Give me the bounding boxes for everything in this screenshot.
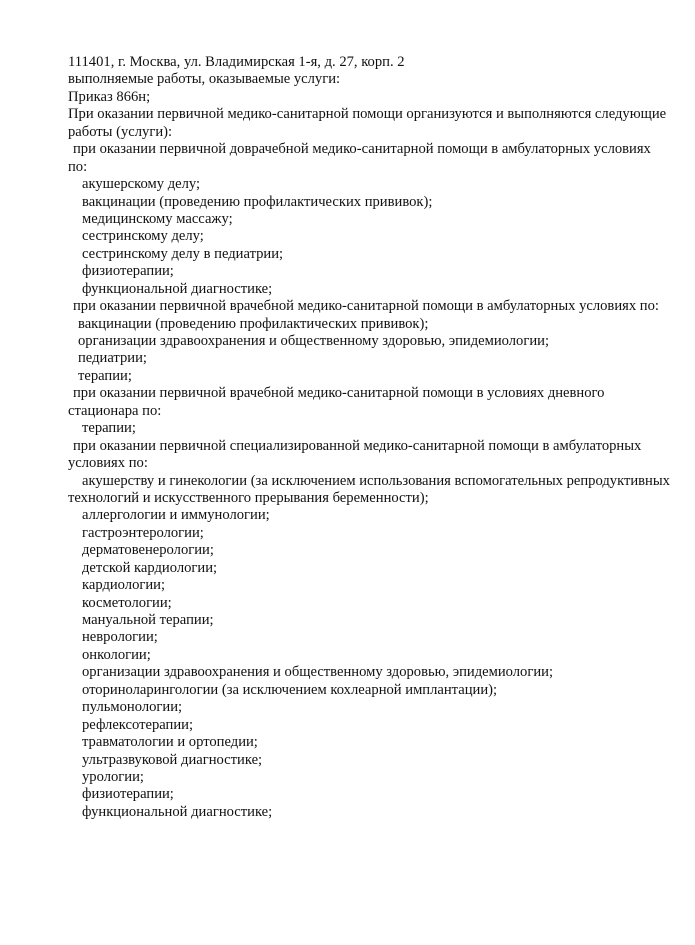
section-physician-day-hospital bbox=[68, 385, 668, 437]
intro-line: При оказании первичной медико-санитарной помощи организуются и выполняются следующие bbox=[68, 106, 667, 123]
list-item: терапии; bbox=[78, 367, 132, 384]
list-item: неврологии; bbox=[82, 629, 158, 646]
intro-line: работы (услуги): bbox=[68, 123, 173, 140]
document-page bbox=[68, 54, 668, 821]
order-line: Приказ 866н; bbox=[68, 88, 151, 105]
list-item: акушерскому делу; bbox=[82, 176, 201, 193]
list-item: вакцинации (проведению профилактических прививок); bbox=[78, 315, 429, 332]
list-item: детской кардиологии; bbox=[82, 559, 218, 576]
list-item: рефлексотерапии; bbox=[82, 716, 194, 733]
list-item: кардиологии; bbox=[82, 577, 166, 594]
section-heading: при оказании первичной доврачебной медико-санитарной помощи в амбулаторных условиях bbox=[73, 141, 651, 158]
section-physician-ambulatory bbox=[68, 298, 668, 385]
address-line: 111401, г. Москва, ул. Владимирская 1-я, д. 27, корп. 2 bbox=[68, 54, 405, 70]
list-item: аллергологии и иммунологии; bbox=[82, 507, 270, 524]
section-heading-cont: стационара по: bbox=[68, 402, 162, 419]
section-pre-physician-ambulatory bbox=[68, 141, 668, 298]
list-item: организации здравоохранения и общественному здоровью, эпидемиологии; bbox=[82, 664, 554, 681]
list-item: физиотерапии; bbox=[82, 263, 174, 280]
section-heading: при оказании первичной специализированной медико-санитарной помощи в амбулаторных bbox=[73, 437, 642, 454]
works-label: выполняемые работы, оказываемые услуги: bbox=[68, 71, 341, 88]
list-item: косметологии; bbox=[82, 594, 172, 611]
section-heading-cont: условиях по: bbox=[68, 455, 148, 472]
list-item: вакцинации (проведению профилактических прививок); bbox=[82, 193, 433, 210]
list-item: функциональной диагностике; bbox=[82, 280, 273, 297]
list-item-cont: технологий и искусственного прерывания беременности); bbox=[68, 489, 429, 506]
list-item: оториноларингологии (за исключением кохлеарной имплантации); bbox=[82, 681, 498, 698]
list-item: педиатрии; bbox=[78, 350, 147, 367]
list-item: травматологии и ортопедии; bbox=[82, 734, 258, 751]
section-heading: при оказании первичной врачебной медико-санитарной помощи в условиях дневного bbox=[73, 385, 605, 402]
section-specialized-ambulatory bbox=[68, 438, 668, 822]
list-item: пульмонологии; bbox=[82, 699, 183, 716]
list-item: гастроэнтерологии; bbox=[82, 524, 204, 541]
list-item: функциональной диагностике; bbox=[82, 803, 273, 820]
list-item: урологии; bbox=[82, 768, 144, 785]
section-heading: при оказании первичной врачебной медико-санитарной помощи в амбулаторных условиях по: bbox=[73, 298, 659, 315]
list-item: физиотерапии; bbox=[82, 786, 174, 803]
list-item: ультразвуковой диагностике; bbox=[82, 751, 263, 768]
list-item: дерматовенерологии; bbox=[82, 542, 214, 559]
list-item: акушерству и гинекологии (за исключением использования вспомогательных репродуктивных bbox=[82, 472, 670, 489]
list-item: сестринскому делу; bbox=[82, 228, 204, 245]
list-item: онкологии; bbox=[82, 646, 151, 663]
list-item: медицинскому массажу; bbox=[82, 210, 233, 227]
list-item: терапии; bbox=[82, 420, 136, 437]
section-heading-cont: по: bbox=[68, 158, 88, 175]
list-item: сестринскому делу в педиатрии; bbox=[82, 245, 284, 262]
list-item: организации здравоохранения и общественному здоровью, эпидемиологии; bbox=[78, 333, 550, 349]
list-item: мануальной терапии; bbox=[82, 612, 214, 628]
